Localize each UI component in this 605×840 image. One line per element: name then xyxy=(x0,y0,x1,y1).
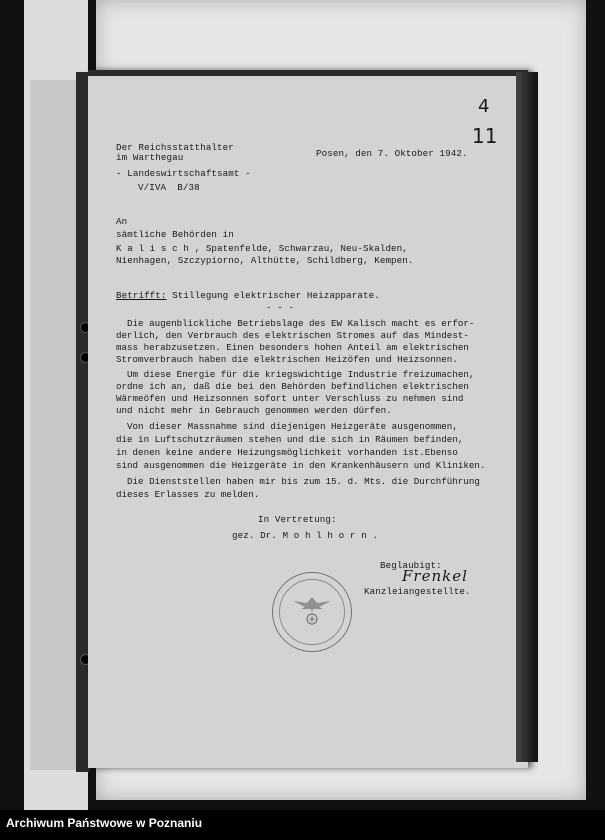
subject-label: Betrifft: xyxy=(116,290,167,301)
body-line: in denen keine andere Heizungsmöglichkeit vorhanden ist.Ebenso xyxy=(116,447,458,458)
body-line: und nicht mehr in Gebrauch genommen werden dürfen. xyxy=(116,405,392,416)
handwritten-signature: Frenkel xyxy=(402,567,468,585)
subject-text: Stillegung elektrischer Heizapparate. xyxy=(166,290,380,301)
recipient-line-3: K a l i s c h , Spatenfelde, Schwarzau, Neu-Skalden, xyxy=(116,243,408,254)
official-stamp xyxy=(272,572,352,652)
body-line: Um diese Energie für die kriegswichtige Industrie freizumachen, xyxy=(116,369,475,380)
sender-line-1: Der Reichsstatthalter xyxy=(116,142,234,153)
body-line: Die augenblickliche Betriebslage des EW Kalisch macht es erfor- xyxy=(116,318,475,329)
body-line: Wärmeöfen und Heizsonnen sofort unter Verschluss zu nehmen sind xyxy=(116,393,464,404)
body-line: Von dieser Massnahme sind diejenigen Heizgeräte ausgenommen, xyxy=(116,421,458,432)
subject-separator: - - - xyxy=(266,302,295,313)
certified-role: Kanzleiangestellte. xyxy=(364,586,471,597)
place-date: Posen, den 7. Oktober 1942. xyxy=(316,148,468,159)
body-line: sind ausgenommen die Heizgeräte in den Krankenhäusern und Kliniken. xyxy=(116,460,486,471)
eagle-emblem-icon xyxy=(273,573,351,651)
closing-in-vertretung: In Vertretung: xyxy=(258,514,337,525)
certified-label: Beglaubigt: xyxy=(380,560,442,571)
body-line: ordne ich an, daß die bei den Behörden befindlichen elektrischen xyxy=(116,381,469,392)
page-edge-shadow xyxy=(516,72,538,762)
page-number-mark: 11 xyxy=(472,124,498,148)
body-line: derlich, den Verbrauch des elektrischen Stromes auf das Mindest- xyxy=(116,330,469,341)
sender-line-2: im Warthegau xyxy=(116,152,184,163)
body-line: die in Luftschutzräumen stehen und die sich in Räumen befinden, xyxy=(116,434,464,445)
recipient-an: An xyxy=(116,216,128,227)
body-line: Stromverbrauch haben die elektrischen Heizöfen und Heizsonnen. xyxy=(116,354,458,365)
subject-line xyxy=(116,290,380,302)
body-line: mass herabzusetzen. Einen besonders hohen Anteil am elektrischen xyxy=(116,342,469,353)
body-line: Die Dienststellen haben mir bis zum 15. d. Mts. die Durchführung xyxy=(116,476,480,487)
page-mark-top: 4 xyxy=(478,96,490,117)
archive-name: Archiwum Państwowe w Poznaniu xyxy=(6,816,203,830)
reference-number: V/IVA B/38 xyxy=(138,182,200,193)
office-name: - Landeswirtschaftsamt - xyxy=(116,168,251,179)
recipient-line-2: sämtliche Behörden in xyxy=(116,229,234,240)
closing-signed-by: gez. Dr. M o h l h o r n . xyxy=(232,530,378,541)
recipient-line-4: Nienhagen, Szczypiorno, Althütte, Schildberg, Kempen. xyxy=(116,255,414,266)
left-paper-strip-inner xyxy=(30,80,82,770)
body-line: dieses Erlasses zu melden. xyxy=(116,489,260,500)
